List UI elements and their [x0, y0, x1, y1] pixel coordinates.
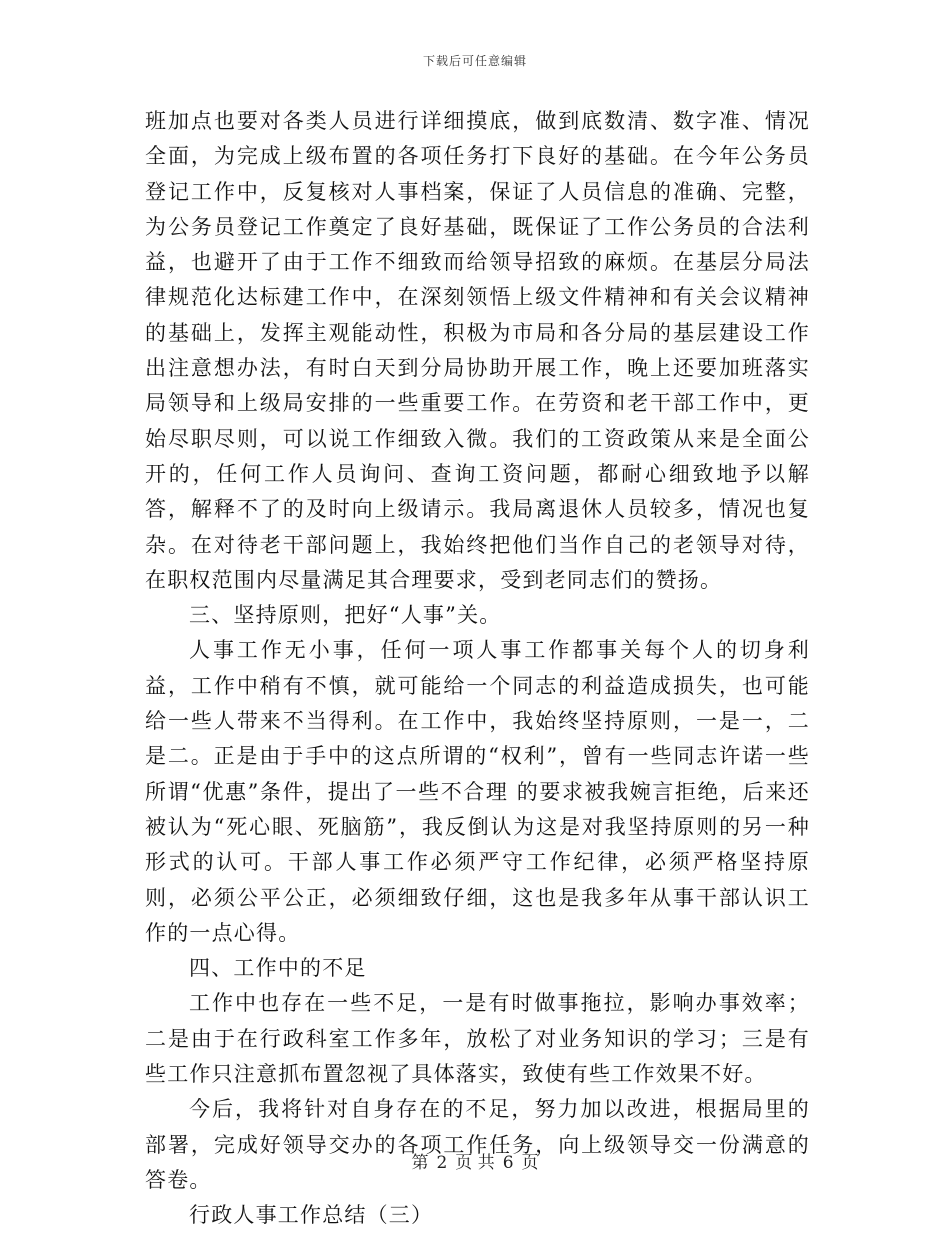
footer-current-page: 2 [436, 1153, 448, 1173]
paragraph-6: 今后，我将针对自身存在的不足，努力加以改进，根据局里的部署，完成好领导交办的各项工作任务，向上级领导交一份满意的答卷。 [145, 1097, 810, 1192]
header-note: 下载后可任意编辑 [422, 54, 527, 68]
document-body [145, 104, 810, 1234]
section-title-summary-3: 行政人事工作总结（三） [189, 1203, 434, 1228]
footer-total-pages: 6 [502, 1153, 514, 1173]
paragraph-3: 人事工作无小事，任何一项人事工作都事关每个人的切身利益，工作中稍有不慎，就可能给一个同志的利益造成损失，也可能给一些人带来不当得利。在工作中，我始终坚持原则，一是一，二是二。正是由于手中的这点所谓的“权利”，曾有一些同志许诺一些所谓“优惠”条件，提出了一些不合理 的要求被我婉言拒绝，后来还被认为“死心眼、死脑筋”，我反倒认为这是对我坚持原则的另一种形式的认可。干部人事工作必须严守工作纪律，必须严格坚持原则，必须公平公正，必须细致仔细，这也是我多年从事干部认识工作的一点心得。 [145, 638, 810, 945]
footer-suffix: 页 [521, 1153, 539, 1173]
footer-prefix: 第 [411, 1153, 429, 1173]
footer-middle: 页 共 [455, 1153, 495, 1173]
section-heading-3: 三、坚持原则，把好“人事”关。 [189, 603, 502, 628]
paragraph-5: 工作中也存在一些不足，一是有时做事拖拉，影响办事效率；二是由于在行政科室工作多年，放松了对业务知识的学习；三是有些工作只注意抓布置忽视了具体落实，致使有些工作效果不好。 [145, 991, 810, 1087]
paragraph-1: 班加点也要对各类人员进行详细摸底，做到底数清、数字准、情况全面，为完成上级布置的各项任务打下良好的基础。在今年公务员登记工作中，反复核对人事档案，保证了人员信息的准确、完整，为公务员登记工作奠定了良好基础，既保证了工作公务员的合法利益，也避开了由于工作不细致而给领导招致的麻烦。在基层分局法律规范化达标建工作中，在深刻领悟上级文件精神和有关会议精神的基础上，发挥主观能动性，积极为市局和各分局的基层建设工作出注意想办法，有时白天到分局协助开展工作，晚上还要加班落实局领导和上级局安排的一些重要工作。在劳资和老干部工作中，更始尽职尽则，可以说工作细致入微。我们的工资政策从来是全面公开的，任何工作人员询问、查询工资问题，都耐心细致地予以解答，解释不了的及时向上级请示。我局离退休人员较多，情况也复杂。在对待老干部问题上，我始终把他们当作自己的老领导对待，在职权范围内尽量满足其合理要求，受到老同志们的赞扬。 [145, 109, 810, 592]
section-heading-4: 四、工作中的不足 [189, 956, 367, 981]
page-footer [0, 1148, 950, 1173]
